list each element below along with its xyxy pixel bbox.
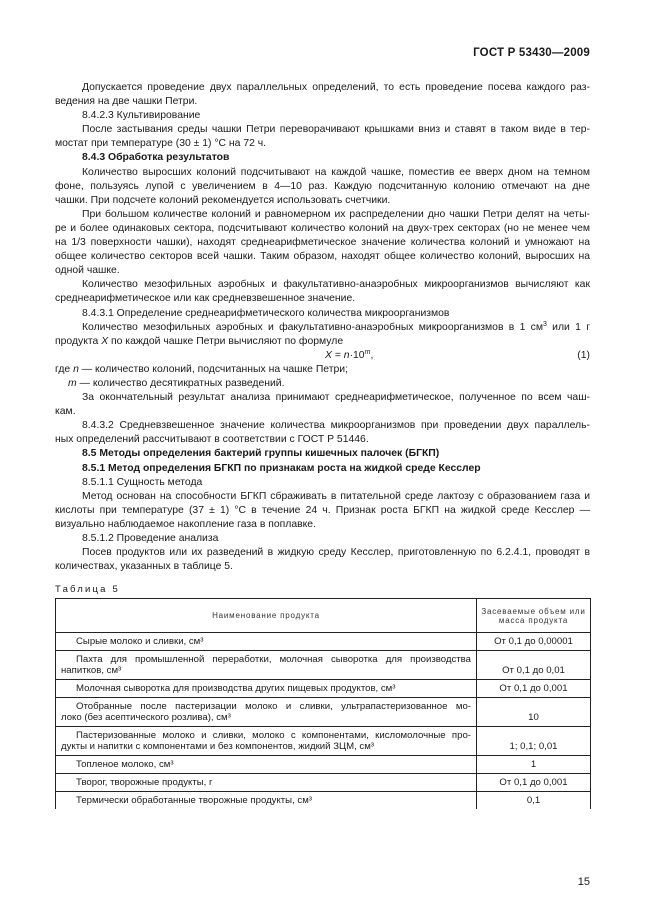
text-line: 8.4.3.2 Средневзвешенное значение количества микроорганизмов при проведении двух параллель- bbox=[82, 420, 590, 432]
text-line bbox=[55, 335, 590, 349]
math-variable: n bbox=[73, 363, 79, 375]
text-line: 8.4.3.1 Определение среднеарифметического количества микроорганизмов bbox=[82, 307, 450, 319]
paragraph bbox=[55, 532, 590, 546]
column-header-product: Наименование продукта bbox=[56, 599, 477, 633]
document-body bbox=[55, 81, 590, 574]
text-line: среднеарифметическое или как средневзвешенное значение. bbox=[55, 293, 356, 305]
product-cell bbox=[56, 698, 477, 727]
paragraph bbox=[55, 419, 590, 447]
text-line: ведения на две чашки Петри. bbox=[55, 96, 198, 108]
table-row bbox=[56, 756, 591, 774]
text-line: После застывания среды чашки Петри переворачивают крышками вниз и ставят в таком виде в тер- bbox=[82, 124, 590, 136]
text-line: 8.4.2.3 Культивирование bbox=[82, 110, 201, 122]
math-variable: n bbox=[343, 349, 350, 361]
product-name-line: Пахта для промышленной переработки, молочная сыворотка для производства bbox=[76, 654, 471, 665]
text-run: — количество колоний, подсчитанных на чашке Петри; bbox=[78, 363, 348, 375]
text-line bbox=[55, 377, 590, 391]
paragraph bbox=[55, 476, 590, 490]
text-run: , bbox=[370, 349, 374, 361]
table-row bbox=[56, 792, 591, 810]
text-line: За окончательный результат анализа принимают среднеарифметическое, полученное по всем чаш- bbox=[82, 392, 590, 404]
table-header-row bbox=[56, 599, 591, 633]
formula-expression bbox=[325, 349, 373, 363]
column-header-amount-line: Засеваемые объем или bbox=[481, 606, 586, 616]
table-row bbox=[56, 698, 591, 727]
section-heading bbox=[55, 151, 590, 165]
product-cell bbox=[56, 633, 477, 651]
amount-cell: 1; 0,1; 0,01 bbox=[477, 727, 591, 756]
paragraph bbox=[55, 123, 590, 151]
text-line: Посев продуктов или их разведений в жидкую среду Кесслер, приготовленную по 6.2.4.1, проводят в bbox=[82, 547, 590, 559]
math-variable: m bbox=[364, 348, 371, 356]
product-name-line: Пастеризованные молоко и сливки, молоко с компонентами, кисломолочные про- bbox=[76, 730, 471, 741]
text-line: При большом количестве колоний и равномерном их распределении дно чашки Петри делят на четы- bbox=[82, 208, 590, 220]
text-run: продукта bbox=[55, 335, 102, 347]
table-5 bbox=[55, 598, 591, 809]
product-name-line: Термически обработанные творожные продукты, см³ bbox=[76, 795, 312, 806]
text-line bbox=[55, 363, 590, 377]
text-line: чашки. При подсчете колоний рекомендуется использовать счетчики. bbox=[55, 194, 391, 206]
column-header-amount-line: масса продукта bbox=[498, 615, 569, 625]
section-heading bbox=[55, 447, 590, 461]
product-name-line: локо (без асептического розлива), см³ bbox=[61, 712, 231, 723]
text-line bbox=[55, 321, 590, 335]
math-variable: m bbox=[68, 377, 77, 389]
section-heading bbox=[55, 462, 590, 476]
product-name-line: Творог, творожные продукты, г bbox=[76, 777, 213, 788]
product-name-line: напитков, см³ bbox=[61, 665, 122, 676]
text-line: фоне, пользуясь лупой с увеличением в 4—10 раз. Каждую подсчитанную колонию отмечают на дне bbox=[55, 180, 590, 192]
math-variable: X bbox=[325, 349, 332, 361]
amount-cell: От 0,1 до 0,001 bbox=[477, 774, 591, 792]
text-line: кам. bbox=[55, 406, 76, 418]
text-run: 3 bbox=[542, 320, 547, 328]
column-header-amount bbox=[477, 599, 591, 633]
text-line: 8.4.3 Обработка результатов bbox=[82, 152, 230, 164]
text-line: Количество выросших колоний подсчитывают на каждой чашке, поместив ее вверх дном на темном bbox=[82, 166, 590, 178]
text-run: = bbox=[331, 349, 344, 361]
table-row bbox=[56, 727, 591, 756]
paragraph bbox=[55, 278, 590, 306]
table-row bbox=[56, 774, 591, 792]
amount-cell: 10 bbox=[477, 698, 591, 727]
product-cell bbox=[56, 792, 477, 810]
text-line: 8.5.1 Метод определения БГКП по признакам роста на жидкой среде Кесслер bbox=[82, 462, 481, 474]
formula-1 bbox=[55, 349, 590, 363]
amount-cell: От 0,1 до 0,00001 bbox=[477, 633, 591, 651]
product-name-line: Топленое молоко, см³ bbox=[76, 759, 174, 770]
paragraph bbox=[55, 109, 590, 123]
text-line: кислоты при температуре (37 ± 1) °С в течение 24 ч. Признак роста БГКП на жидкой среде Кесслер — bbox=[55, 504, 590, 516]
table-caption: Таблица 5 bbox=[55, 584, 120, 595]
paragraph bbox=[55, 321, 590, 349]
text-run: — количество десятикратных разведений. bbox=[76, 377, 285, 389]
paragraph bbox=[55, 307, 590, 321]
product-name-line: Отобранные после пастеризации молоко и сливки, ультрапастеризованное мо- bbox=[76, 701, 471, 712]
paragraph bbox=[55, 166, 590, 208]
product-name-line: дукты и напитки с компонентами и без компонентов, жидкий ЗЦМ, см³ bbox=[61, 741, 374, 752]
product-name-line: Сырые молоко и сливки, см³ bbox=[76, 636, 204, 647]
amount-cell: 0,1 bbox=[477, 792, 591, 810]
text-line: Допускается проведение двух параллельных определений, то есть проведение посева каждого раз- bbox=[82, 82, 590, 93]
text-line: общее количество секторов всей чашки. Таким образом, находят общее количество колоний, выросших на bbox=[55, 251, 590, 263]
text-line: на 1/3 поверхности чашки), находят среднеарифметическое значение количества колоний и умножают на bbox=[55, 237, 590, 249]
text-line: 8.5.1.1 Сущность метода bbox=[82, 476, 203, 488]
text-line: визуально наблюдаемое накопление газа в поплавке. bbox=[55, 518, 316, 530]
text-run: или 1 г bbox=[546, 321, 590, 333]
paragraph bbox=[55, 546, 590, 574]
text-line: ре и более одинаковых сектора, подсчитывают количество колоний на двух-трех секторах (но не менее чем bbox=[55, 222, 590, 234]
product-cell bbox=[56, 756, 477, 774]
text-run: ·10 bbox=[349, 349, 365, 361]
text-run: по каждой чашке Петри вычисляют по формуле bbox=[108, 335, 344, 347]
paragraph bbox=[55, 363, 590, 377]
text-run: Количество мезофильных аэробных и факультативно-анаэробных микроорганизмов в 1 см bbox=[82, 321, 543, 333]
paragraph bbox=[55, 81, 590, 109]
text-line: 8.5.1.2 Проведение анализа bbox=[82, 533, 219, 544]
paragraph bbox=[55, 377, 590, 391]
formula-number: (1) bbox=[577, 349, 590, 361]
amount-cell: От 0,1 до 0,01 bbox=[477, 651, 591, 680]
table-row bbox=[56, 633, 591, 651]
product-cell bbox=[56, 680, 477, 698]
text-line: мостат при температуре (30 ± 1) °С на 72 ч. bbox=[55, 138, 267, 150]
product-cell bbox=[56, 727, 477, 756]
product-cell bbox=[56, 651, 477, 680]
text-line: Метод основан на способности БГКП сбраживать в питательной среде лактозу с образованием газа и bbox=[82, 490, 590, 502]
product-cell bbox=[56, 774, 477, 792]
text-line: количествах, указанных в таблице 5. bbox=[55, 561, 233, 573]
table-row bbox=[56, 680, 591, 698]
paragraph bbox=[55, 208, 590, 278]
table-row bbox=[56, 651, 591, 680]
text-run: где bbox=[55, 363, 74, 375]
math-variable: X bbox=[101, 335, 109, 347]
amount-cell: 1 bbox=[477, 756, 591, 774]
paragraph bbox=[55, 490, 590, 532]
page-number: 15 bbox=[577, 876, 590, 888]
text-line: 8.5 Методы определения бактерий группы кишечных палочек (БГКП) bbox=[82, 448, 440, 460]
text-line: Количество мезофильных аэробных и факультативно-анаэробных микроорганизмов вычисляют как bbox=[82, 279, 590, 291]
document-header: ГОСТ Р 53430—2009 bbox=[473, 47, 590, 59]
amount-cell: От 0,1 до 0,001 bbox=[477, 680, 591, 698]
paragraph bbox=[55, 391, 590, 419]
text-line: ных определений рассчитывают в соответствии с ГОСТ Р 51446. bbox=[55, 434, 369, 446]
product-name-line: Молочная сыворотка для производства других пищевых продуктов, см³ bbox=[76, 683, 396, 694]
text-line: одной чашке. bbox=[55, 265, 120, 277]
